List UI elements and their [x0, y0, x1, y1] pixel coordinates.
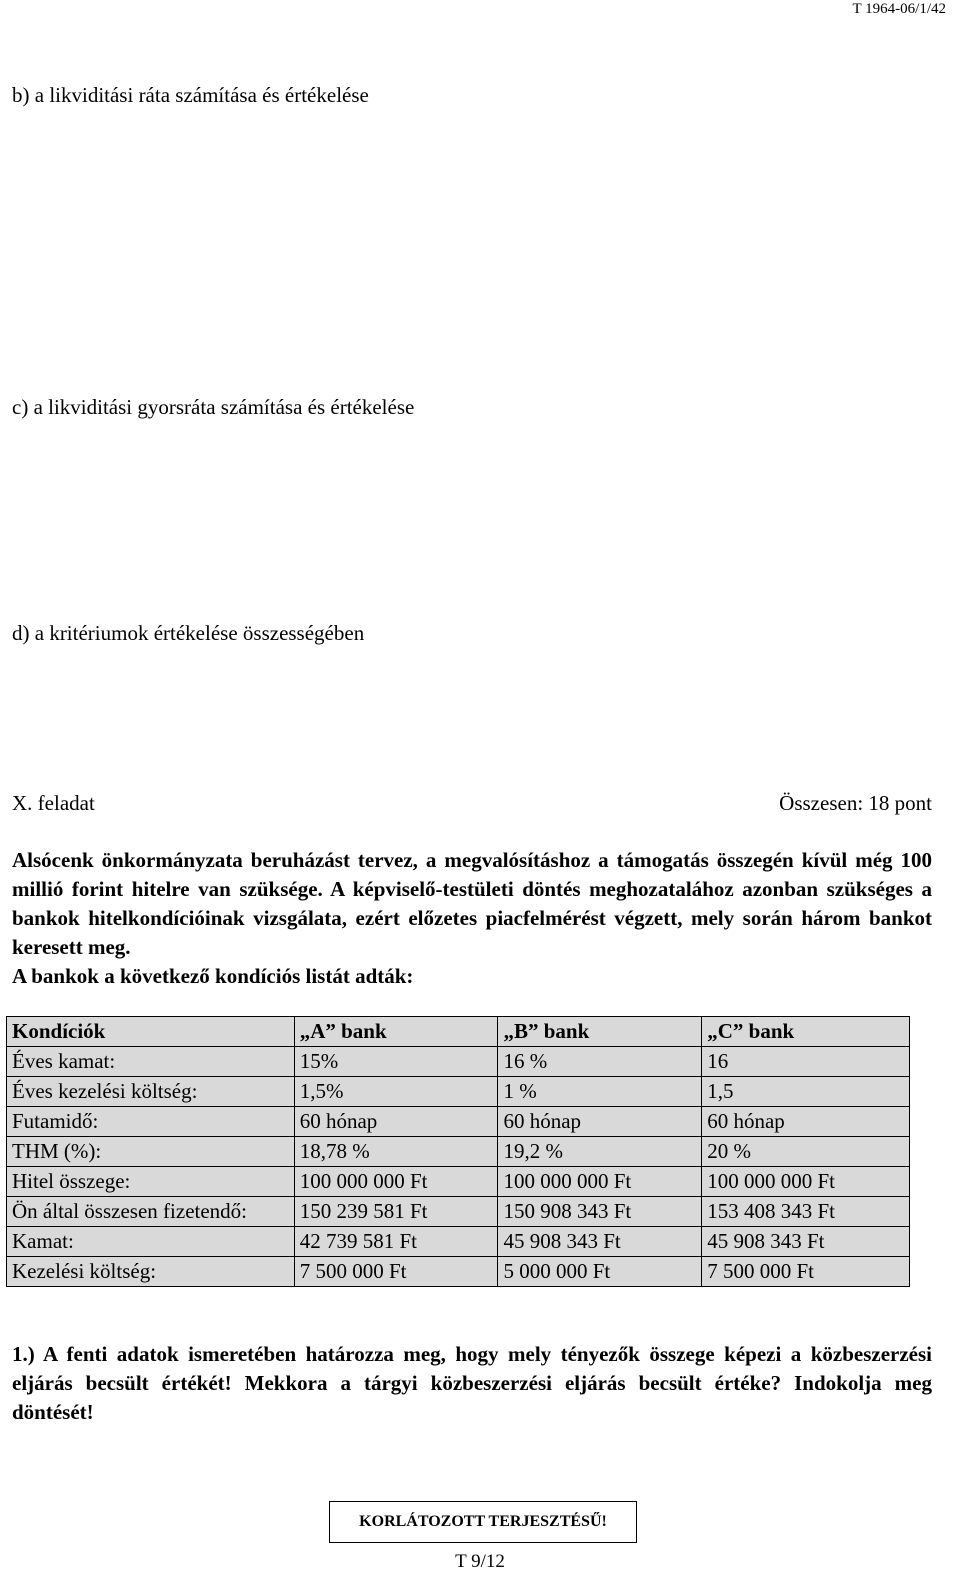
table-row [7, 1227, 910, 1257]
table-header-row [7, 1017, 910, 1047]
table-cell: 16 [702, 1047, 910, 1077]
table-cell: 7 500 000 Ft [702, 1257, 910, 1287]
task-description: Alsócenk önkormányzata beruházást tervez, a megvalósításhoz a támogatás összegén kívül még 100 millió forint hitelre van szüksége. A képviselő-testületi döntés meghozatalához azonban szükséges a bankok hitelkondícióinak vizsgálata, ezért előzetes piacfelmérést végzett, mely során három bankot keresett meg. [12, 848, 932, 959]
table-cell: 18,78 % [294, 1137, 498, 1167]
header-cell: „B” bank [498, 1017, 702, 1047]
table-row [7, 1197, 910, 1227]
table-cell: Éves kezelési költség: [7, 1077, 295, 1107]
task-points: Összesen: 18 pont [779, 791, 932, 815]
question-b: b) a likviditási ráta számítása és értékelése [12, 83, 369, 107]
table-cell: 60 hónap [294, 1107, 498, 1137]
header-cell: „C” bank [702, 1017, 910, 1047]
table-cell: 100 000 000 Ft [498, 1167, 702, 1197]
table-cell: Kamat: [7, 1227, 295, 1257]
table-cell: 100 000 000 Ft [294, 1167, 498, 1197]
table-cell: Ön által összesen fizetendő: [7, 1197, 295, 1227]
conditions-table [6, 1016, 910, 1287]
table-cell: 60 hónap [702, 1107, 910, 1137]
table-cell: 19,2 % [498, 1137, 702, 1167]
table-cell: 15% [294, 1047, 498, 1077]
table-cell: 5 000 000 Ft [498, 1257, 702, 1287]
restricted-stamp: KORLÁTOZOTT TERJESZTÉSŰ! [329, 1501, 637, 1543]
table-cell: Futamidő: [7, 1107, 295, 1137]
table-cell: 150 239 581 Ft [294, 1197, 498, 1227]
task-title: X. feladat [12, 791, 95, 815]
document-code: T 1964-06/1/42 [852, 1, 946, 17]
table-cell: 45 908 343 Ft [702, 1227, 910, 1257]
question-c: c) a likviditási gyorsráta számítása és értékelése [12, 395, 415, 419]
table-cell: 150 908 343 Ft [498, 1197, 702, 1227]
table-cell: Éves kamat: [7, 1047, 295, 1077]
table-cell: 20 % [702, 1137, 910, 1167]
table-intro: A bankok a következő kondíciós listát adták: [12, 964, 414, 988]
table-cell: 1,5 [702, 1077, 910, 1107]
table-cell: 16 % [498, 1047, 702, 1077]
table-cell: 1 % [498, 1077, 702, 1107]
table-row [7, 1137, 910, 1167]
task-header [12, 790, 932, 816]
table-row [7, 1167, 910, 1197]
header-cell: „A” bank [294, 1017, 498, 1047]
table-cell: 1,5% [294, 1077, 498, 1107]
table-row [7, 1047, 910, 1077]
table-cell: 100 000 000 Ft [702, 1167, 910, 1197]
table-row [7, 1257, 910, 1287]
question-1: 1.) A fenti adatok ismeretében határozza meg, hogy mely tényezők összege képezi a közbeszerzési eljárás becsült értékét! Mekkora a tárgyi közbeszerzési eljárás becsült értéke? Indokolja meg döntését! [12, 1342, 932, 1424]
table-row [7, 1077, 910, 1107]
table-cell: 42 739 581 Ft [294, 1227, 498, 1257]
table-row [7, 1107, 910, 1137]
table-cell: 60 hónap [498, 1107, 702, 1137]
page-number: T 9/12 [455, 1551, 505, 1572]
table-cell: Kezelési költség: [7, 1257, 295, 1287]
table-cell: 153 408 343 Ft [702, 1197, 910, 1227]
table-cell: THM (%): [7, 1137, 295, 1167]
table-cell: Hitel összege: [7, 1167, 295, 1197]
header-cell: Kondíciók [7, 1017, 295, 1047]
table-cell: 7 500 000 Ft [294, 1257, 498, 1287]
question-d: d) a kritériumok értékelése összességében [12, 621, 365, 645]
table-cell: 45 908 343 Ft [498, 1227, 702, 1257]
